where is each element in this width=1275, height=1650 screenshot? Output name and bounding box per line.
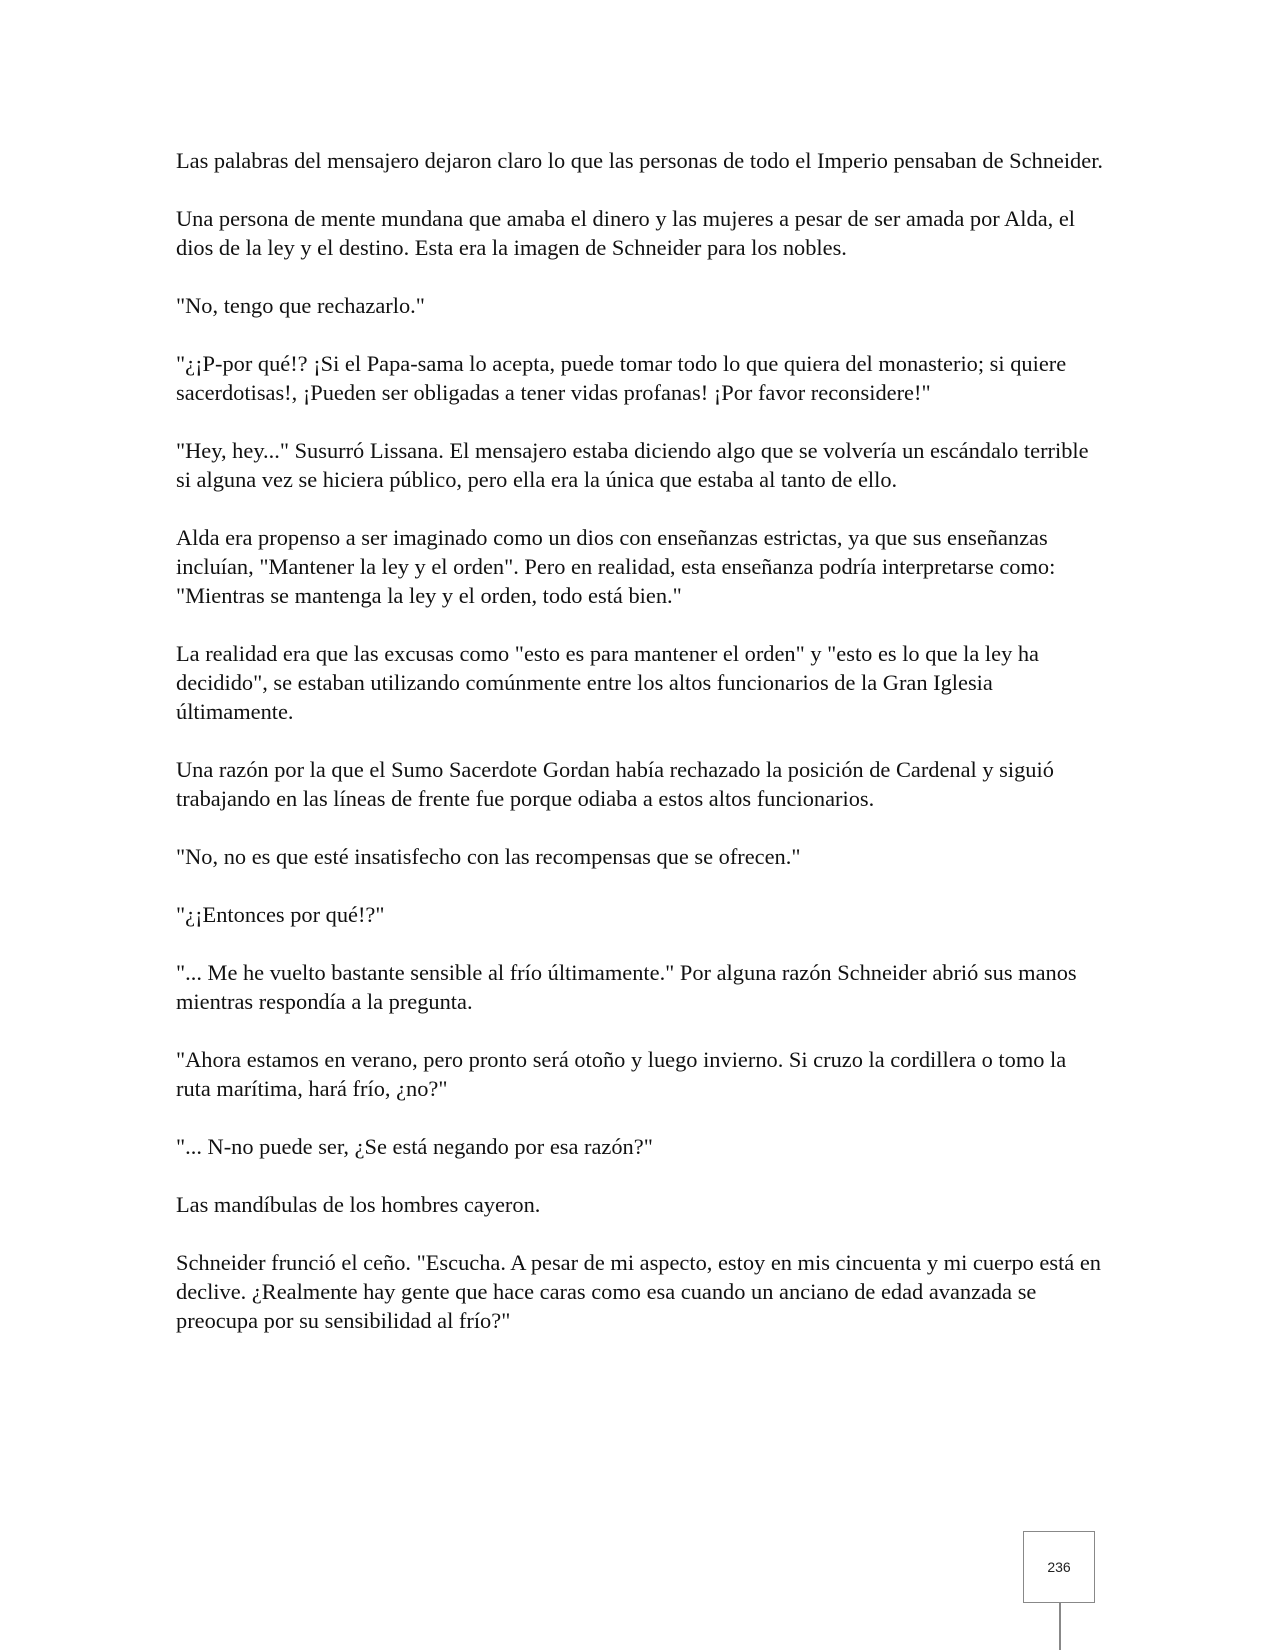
paragraph-11: "... Me he vuelto bastante sensible al frío últimamente." Por alguna razón Schneider abrió sus manos mientras respondía a la pregunta. — [176, 960, 1077, 1014]
paragraph-1: Las palabras del mensajero dejaron claro lo que las personas de todo el Imperio pensaban de Schneider. — [176, 148, 1104, 173]
paragraph-8: Una razón por la que el Sumo Sacerdote Gordan había rechazado la posición de Cardenal y siguió trabajando en las líneas de frente fue porque odiaba a estos altos funcionarios. — [176, 757, 1054, 811]
paragraph-2: Una persona de mente mundana que amaba el dinero y las mujeres a pesar de ser amada por Alda, el dios de la ley y el destino. Esta era la imagen de Schneider para los nobles. — [176, 206, 1076, 260]
paragraph-10: "¿¡Entonces por qué!?" — [176, 902, 385, 927]
paragraph-5: "Hey, hey..." Susurró Lissana. El mensajero estaba diciendo algo que se volvería un escándalo terrible si alguna vez se hiciera público, pero ella era la única que estaba al tanto de ello. — [176, 438, 1089, 492]
page-number: 236 — [1047, 1559, 1071, 1575]
page-number-box — [1023, 1531, 1095, 1603]
paragraph-12: "Ahora estamos en verano, pero pronto será otoño y luego invierno. Si cruzo la cordillera o tomo la ruta marítima, hará frío, ¿no?" — [176, 1047, 1067, 1101]
paragraph-14: Las mandíbulas de los hombres cayeron. — [176, 1192, 541, 1217]
paragraph-3: "No, tengo que rechazarlo." — [176, 293, 425, 318]
paragraph-13: "... N-no puede ser, ¿Se está negando por esa razón?" — [176, 1134, 653, 1159]
page-number-stem — [1059, 1603, 1061, 1650]
paragraph-9: "No, no es que esté insatisfecho con las recompensas que se ofrecen." — [176, 844, 801, 869]
paragraph-4: "¿¡P-por qué!? ¡Si el Papa-sama lo acepta, puede tomar todo lo que quiera del monasterio; si quiere sacerdotisas!, ¡Pueden ser obligadas a tener vidas profanas! ¡Por favor reconsidere!" — [176, 351, 1067, 405]
page-body — [176, 146, 1106, 1364]
paragraph-6: Alda era propenso a ser imaginado como un dios con enseñanzas estrictas, ya que sus enseñanzas incluían, "Mantener la ley y el orden". Pero en realidad, esta enseñanza podría interpretarse como: "Mientras se mantenga la ley y el orden, todo está bien." — [176, 525, 1056, 608]
paragraph-7: La realidad era que las excusas como "esto es para mantener el orden" y "esto es lo que la ley ha decidido", se estaban utilizando comúnmente entre los altos funcionarios de la Gran Iglesia últimamente. — [176, 641, 1039, 724]
paragraph-15: Schneider frunció el ceño. "Escucha. A pesar de mi aspecto, estoy en mis cincuenta y mi cuerpo está en declive. ¿Realmente hay gente que hace caras como esa cuando un anciano de edad avanzada se preocupa por su sensibilidad al frío?" — [176, 1250, 1101, 1333]
